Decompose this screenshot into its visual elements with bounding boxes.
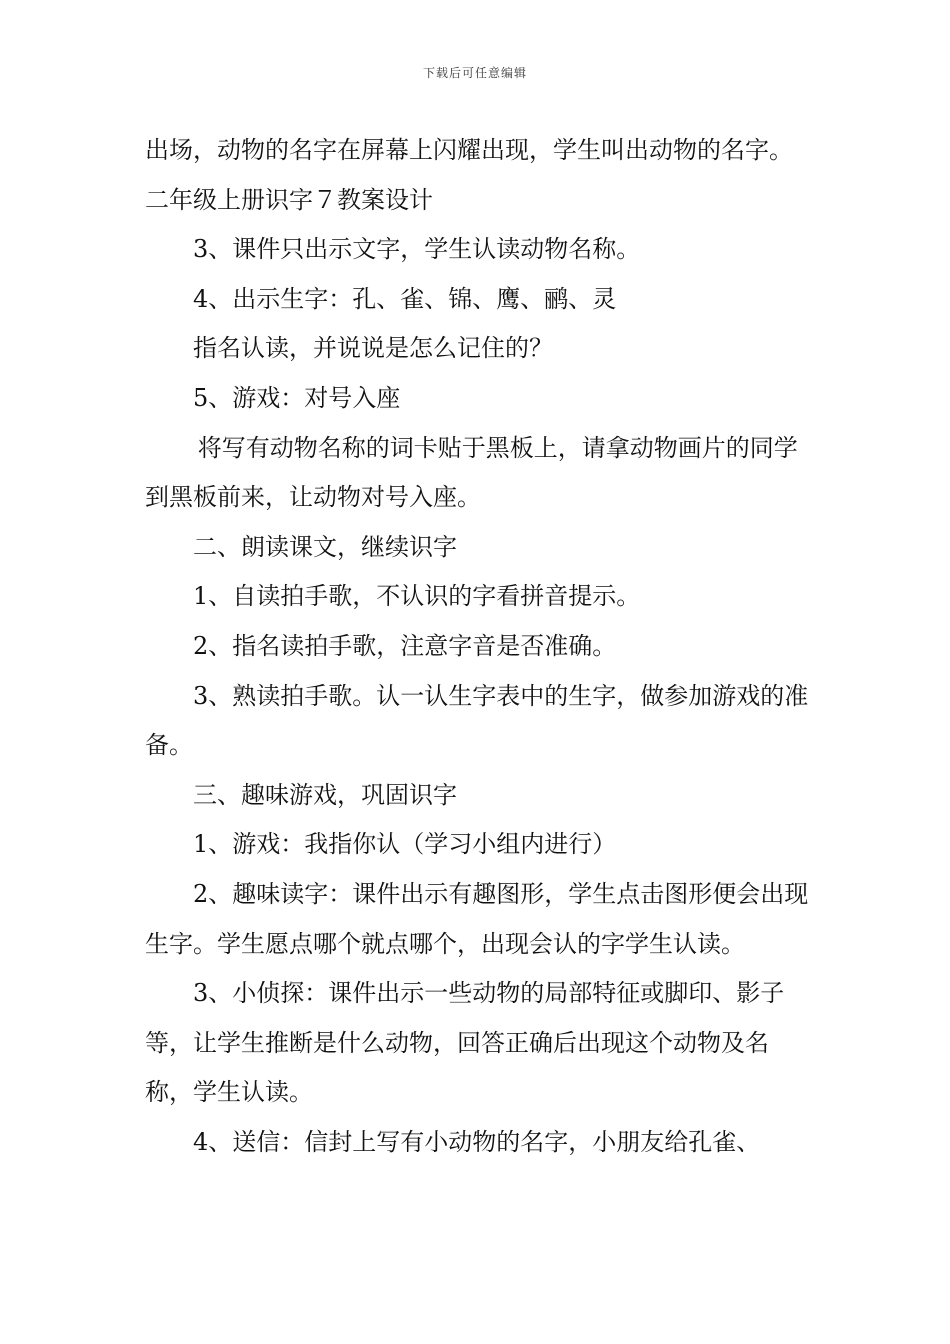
- paragraph: 1、游戏：我指你认（学习小组内进行）: [193, 830, 617, 859]
- paragraph: 3、课件只出示文字，学生认读动物名称。: [193, 235, 641, 264]
- page-header: 下载后可任意编辑: [422, 66, 527, 80]
- paragraph: 将写有动物名称的词卡贴于黑板上，请拿动物画片的同学到黑板前来，让动物对号入座。: [145, 433, 798, 512]
- document-body: [145, 126, 810, 1167]
- paragraph: 2、指名读拍手歌，注意字音是否准确。: [193, 631, 617, 660]
- paragraph: 3、小侦探：课件出示一些动物的局部特征或脚印、影子等，让学生推断是什么动物，回答正确后出现这个动物及名称，学生认读。: [145, 979, 785, 1107]
- paragraph: 2、趣味读字：课件出示有趣图形，学生点击图形便会出现生字。学生愿点哪个就点哪个，出现会认的字学生认读。: [145, 879, 809, 958]
- paragraph: 指名认读，并说说是怎么记住的？: [193, 334, 553, 363]
- paragraph: 4、出示生字：孔、雀、锦、鹰、鹂、灵: [193, 284, 617, 313]
- paragraph: 3、熟读拍手歌。认一认生字表中的生字，做参加游戏的准备。: [145, 681, 809, 760]
- paragraph: 出场，动物的名字在屏幕上闪耀出现，学生叫出动物的名字。二年级上册识字７教案设计: [145, 136, 793, 214]
- paragraph: 4、送信：信封上写有小动物的名字，小朋友给孔雀、: [193, 1127, 761, 1156]
- paragraph: 5、游戏：对号入座: [193, 383, 401, 412]
- paragraph: 1、自读拍手歌，不认识的字看拼音提示。: [193, 582, 641, 611]
- paragraph: 三、趣味游戏，巩固识字: [193, 780, 457, 809]
- paragraph: 二、朗读课文，继续识字: [193, 532, 457, 561]
